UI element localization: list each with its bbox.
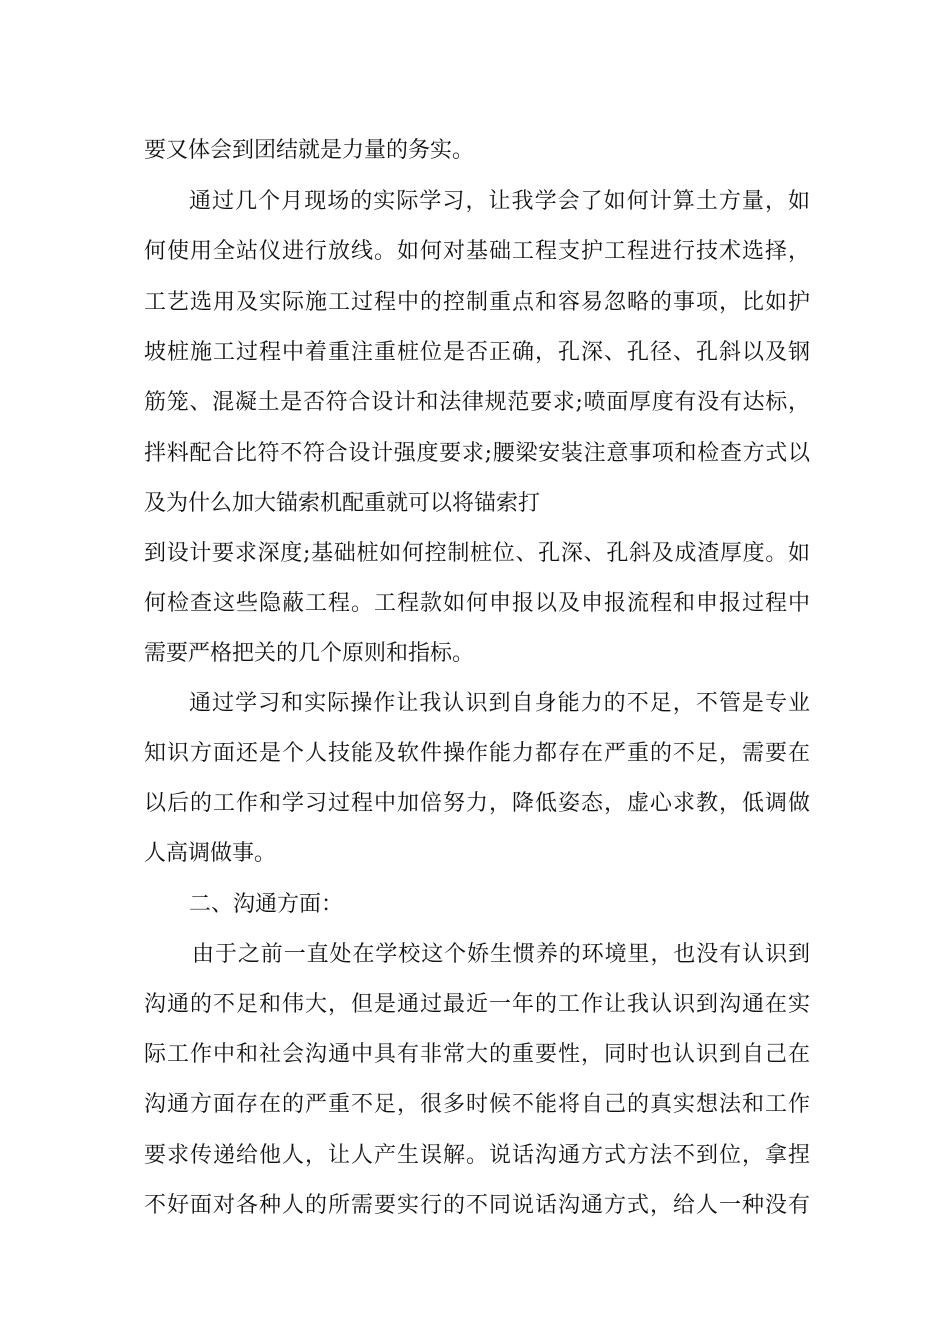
text-line-5: 坡桩施工过程中着重注重桩位是否正确，孔深、孔径、孔斜以及钢 [144,340,810,365]
text-line-19: 际工作中和社会沟通中具有非常大的重要性，同时也认识到自己在 [144,1042,810,1067]
text-line-12: 通过学习和实际操作让我认识到自身能力的不足，不管是专业 [189,691,810,716]
text-line-3: 何使用全站仪进行放线。如何对基础工程支护工程进行技术选择， [144,239,810,264]
text-line-10: 何检查这些隐蔽工程。工程款如何申报以及申报流程和申报过程中 [144,591,810,616]
text-line-20: 沟通方面存在的严重不足，很多时候不能将自己的真实想法和工作 [144,1092,810,1117]
text-line-4: 工艺选用及实际施工过程中的控制重点和容易忽略的事项，比如护 [144,290,810,315]
text-line-21: 要求传递给他人，让人产生误解。说话沟通方式方法不到位，拿捏 [144,1143,810,1168]
text-line-9: 到设计要求深度;基础桩如何控制桩位、孔深、孔斜及成渣厚度。如 [144,541,810,566]
text-line-1: 要又体会到团结就是力量的务实。 [144,138,475,163]
text-line-14: 以后的工作和学习过程中加倍努力，降低姿态，虚心求教，低调做 [144,791,810,816]
text-line-11: 需要严格把关的几个原则和指标。 [144,641,475,666]
text-line-2: 通过几个月现场的实际学习，让我学会了如何计算土方量，如 [189,189,810,214]
text-line-18: 沟通的不足和伟大，但是通过最近一年的工作让我认识到沟通在实 [144,992,810,1017]
text-line-15: 人高调做事。 [144,841,277,866]
text-line-22: 不好面对各种人的所需要实行的不同说话沟通方式，给人一种没有 [144,1193,810,1218]
section-heading: 二、沟通方面： [189,892,344,917]
text-line-7: 拌料配合比符不符合设计强度要求;腰梁安装注意事项和检查方式以 [144,441,810,466]
text-line-6: 筋笼、混凝土是否符合设计和法律规范要求;喷面厚度有没有达标， [144,390,810,415]
text-line-8: 及为什么加大锚索机配重就可以将锚索打 [144,491,541,516]
text-line-13: 知识方面还是个人技能及软件操作能力都存在严重的不足，需要在 [144,741,810,766]
text-line-17: 由于之前一直处在学校这个娇生惯养的环境里，也没有认识到 [192,942,810,967]
